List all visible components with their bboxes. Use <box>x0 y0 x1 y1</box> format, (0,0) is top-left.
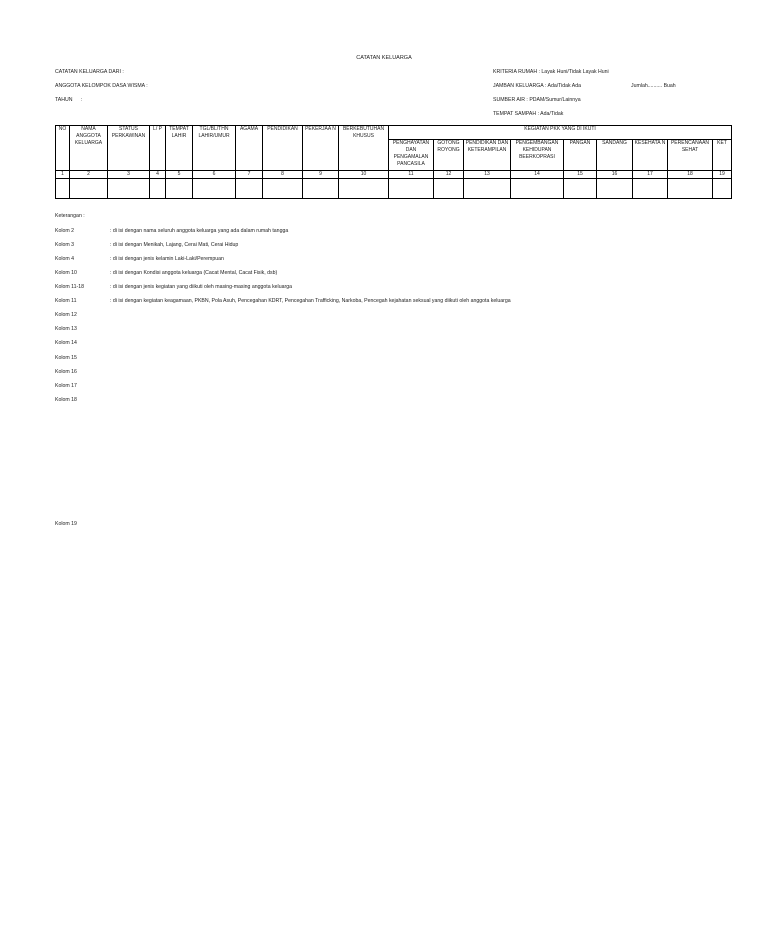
subheader-pendidikan: PENDIDIKAN DAN KETERAMPILAN <box>464 140 511 171</box>
subheader-perencanaan: PERENCANAAN SEHAT <box>668 140 713 171</box>
empty-cell <box>166 179 193 199</box>
field-sumber-air: SUMBER AIR : PDAM/Sumur/Lainnya <box>493 97 581 103</box>
empty-cell <box>713 179 732 199</box>
empty-cell <box>56 179 70 199</box>
column-number: 17 <box>633 171 668 179</box>
field-tempat-sampah: TEMPAT SAMPAH : Ada/Tidak <box>493 111 564 117</box>
column-number: 4 <box>150 171 166 179</box>
column-number: 15 <box>564 171 597 179</box>
field-kriteria-rumah: KRITERIA RUMAH : Layak Huni/Tidak Layak Huni <box>493 69 609 75</box>
note-label: Kolom 16 <box>55 369 77 375</box>
empty-cell <box>108 179 150 199</box>
subheader-koperasi: PENGEMBANGAN KEHIDUPAN BEERKOPRASI <box>511 140 564 171</box>
column-number: 16 <box>597 171 633 179</box>
empty-cell <box>263 179 303 199</box>
note-label: Kolom 15 <box>55 355 77 361</box>
column-number: 1 <box>56 171 70 179</box>
column-number: 10 <box>339 171 389 179</box>
empty-cell <box>236 179 263 199</box>
note-label: Kolom 4 <box>55 256 75 262</box>
column-number: 9 <box>303 171 339 179</box>
note-desc: : di isi dengan kegiatan keagamaan, PKBN, Pola Asuh, Pencegahan KDRT, Pencegahan Trafficking, Narkoba, Pencegah kejahatan seksual yang diikuti oleh anggota keluarga <box>110 298 511 304</box>
empty-cell <box>389 179 434 199</box>
notes-title: Keterangan : <box>55 213 85 219</box>
note-label: Kolom 18 <box>55 397 77 403</box>
header-pekerjaan: PEKERJAA N <box>303 126 339 171</box>
header-status: STATUS PERKAWINAN <box>108 126 150 171</box>
header-tempat-lahir: TEMPAT LAHIR <box>166 126 193 171</box>
subheader-sandang: SANDANG <box>597 140 633 171</box>
header-no: NO <box>56 126 70 171</box>
empty-cell <box>464 179 511 199</box>
empty-cell <box>434 179 464 199</box>
subheader-pangan: PANGAN <box>564 140 597 171</box>
field-tahun-colon: : <box>81 97 83 103</box>
note-label: Kolom 14 <box>55 340 77 346</box>
column-number: 5 <box>166 171 193 179</box>
empty-data-row <box>56 179 732 199</box>
field-anggota-kelompok: ANGGOTA KELOMPOK DASA WISMA : <box>55 83 148 89</box>
column-number-row <box>56 171 732 179</box>
header-pendidikan: PENDIDIKAN <box>263 126 303 171</box>
page-title: CATATAN KELUARGA <box>356 55 412 61</box>
column-number: 11 <box>389 171 434 179</box>
empty-cell <box>150 179 166 199</box>
empty-cell <box>511 179 564 199</box>
column-number: 2 <box>70 171 108 179</box>
header-agama: AGAMA <box>236 126 263 171</box>
column-number: 7 <box>236 171 263 179</box>
field-tahun: TAHUN <box>55 97 73 103</box>
empty-cell <box>597 179 633 199</box>
note-label: Kolom 10 <box>55 270 77 276</box>
header-kegiatan: KEGIATAN PKK YANG DI IKUTI <box>389 126 732 140</box>
header-nama: NAMA ANGGOTA KELUARGA <box>70 126 108 171</box>
note-label: Kolom 2 <box>55 228 75 234</box>
field-jumlah: Jumlah.......... Buah <box>631 83 676 89</box>
note-label: Kolom 13 <box>55 326 77 332</box>
empty-cell <box>633 179 668 199</box>
empty-cell <box>564 179 597 199</box>
note-label: Kolom 12 <box>55 312 77 318</box>
header-ket: KET <box>713 140 732 171</box>
note-label: Kolom 11 <box>55 298 77 304</box>
note-desc: : di isi dengan jenis kelamin Laki-Laki/Perempuan <box>110 256 224 262</box>
note-desc: : di isi dengan nama seluruh anggota keluarga yang ada dalam rumah tangga <box>110 228 289 234</box>
subheader-pancasila: PENGHAYATAN DAN PENGAMALAN PANCASILA <box>389 140 434 171</box>
subheader-kesehatan: KESEHATA N <box>633 140 668 171</box>
column-number: 6 <box>193 171 236 179</box>
note-label: Kolom 11-18 <box>55 284 85 290</box>
column-number: 14 <box>511 171 564 179</box>
note-label: Kolom 17 <box>55 383 77 389</box>
column-number: 18 <box>668 171 713 179</box>
note-desc: : di isi dengan Menikah, Lajang, Cerai Mati, Cerai Hidup <box>110 242 239 248</box>
empty-cell <box>668 179 713 199</box>
family-table <box>55 125 732 199</box>
field-jamban-keluarga: JAMBAN KELUARGA : Ada/Tidak Ada <box>493 83 582 89</box>
column-number: 12 <box>434 171 464 179</box>
header-tgl-lahir: TGL/BL/THN LAHIR/UMUR <box>193 126 236 171</box>
subheader-gotong-royong: GOTONG ROYONG <box>434 140 464 171</box>
empty-cell <box>339 179 389 199</box>
empty-cell <box>193 179 236 199</box>
note-label: Kolom 19 <box>55 521 77 527</box>
column-number: 13 <box>464 171 511 179</box>
note-desc: : di isi dengan Kondisi anggota keluarga (Cacat Mental, Cacat Fisik, dsb) <box>110 270 278 276</box>
header-lp: L/ P <box>150 126 166 171</box>
empty-cell <box>70 179 108 199</box>
column-number: 8 <box>263 171 303 179</box>
column-number: 3 <box>108 171 150 179</box>
field-catatan-keluarga-dari: CATATAN KELUARGA DARI : <box>55 69 124 75</box>
column-number: 19 <box>713 171 732 179</box>
empty-cell <box>303 179 339 199</box>
note-desc: : di isi dengan jenis kegiatan yang diikuti oleh masing-masing anggota keluarga <box>110 284 292 290</box>
header-berkebutuhan: BERKEBUTUHAN KHUSUS <box>339 126 389 171</box>
note-label: Kolom 3 <box>55 242 75 248</box>
